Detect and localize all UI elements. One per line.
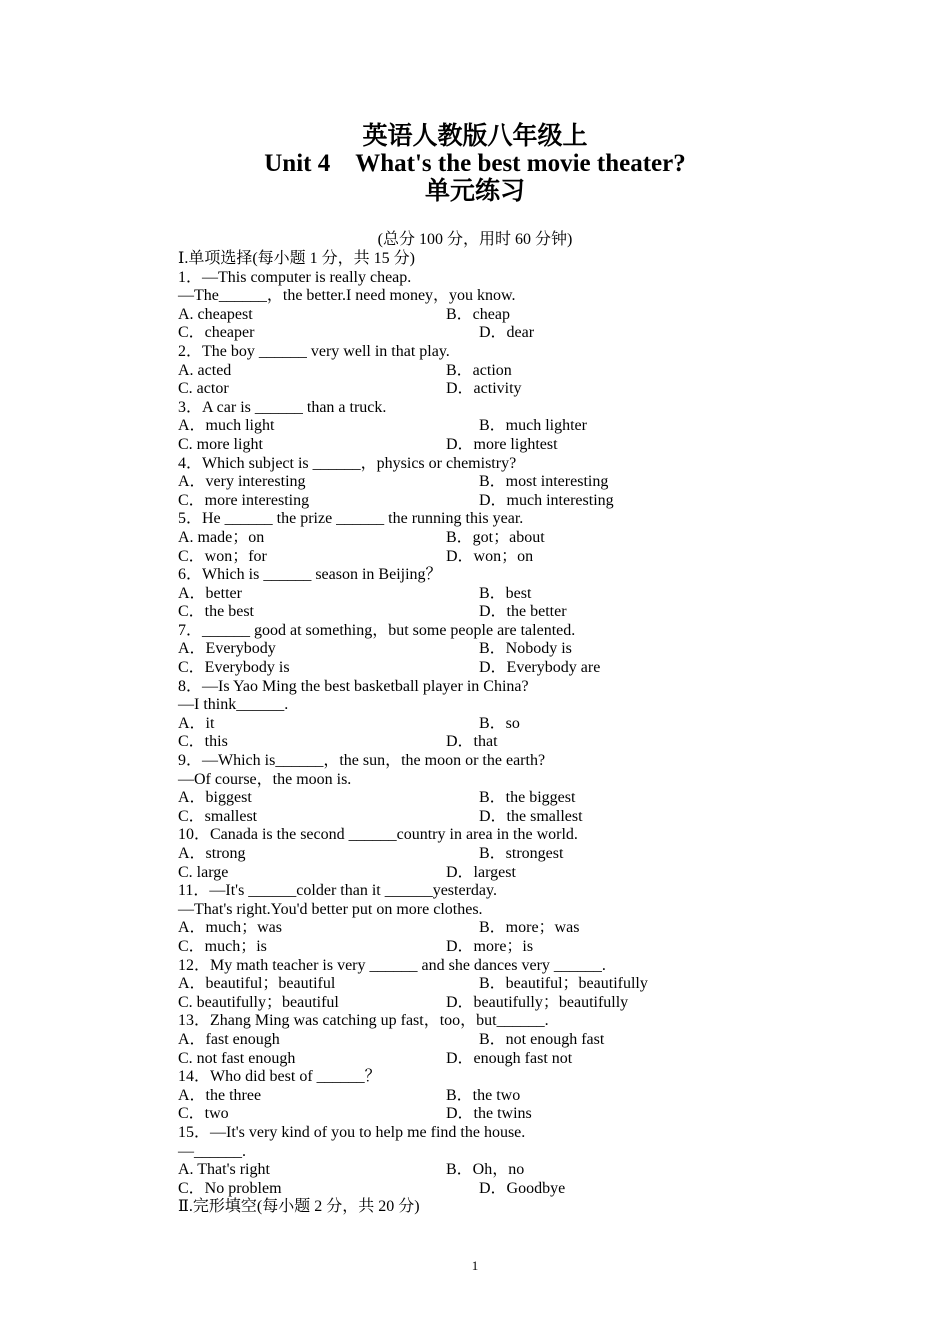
option-row	[178, 938, 778, 957]
option-b: B．Nobody is	[479, 640, 572, 658]
question-item	[178, 1068, 778, 1124]
option-b: B．beautiful；beautifully	[479, 975, 648, 993]
question-dialogue-line: —That's right.You'd better put on more clothes.	[178, 900, 483, 918]
option-row	[178, 1087, 778, 1106]
question-stem: 13．Zhang Ming was catching up fast，too，but______.	[178, 1012, 549, 1030]
question-dialogue-line: —Of course，the moon is.	[178, 770, 352, 788]
option-d: D．beautifully；beautifully	[446, 993, 629, 1011]
option-row	[178, 789, 778, 808]
option-a: A. cheapest	[178, 305, 253, 323]
option-d: D．won；on	[446, 547, 534, 565]
question-stem: 14．Who did best of ______？	[178, 1068, 381, 1086]
option-row	[178, 306, 778, 325]
score-note: (总分 100 分，用时 60 分钟)	[377, 231, 573, 248]
question-stem: 1．—This computer is really cheap.	[178, 268, 412, 286]
option-c: C. more light	[178, 435, 263, 453]
option-b: B．best	[479, 584, 532, 602]
question-item	[178, 269, 778, 343]
question-stem: 9．—Which is______，the sun，the moon or the earth?	[178, 752, 546, 770]
question-stem: 4．Which subject is ______，physics or chemistry?	[178, 454, 517, 472]
question-dialogue-line: —______.	[178, 1142, 246, 1160]
question-item	[178, 1124, 778, 1198]
option-row	[178, 1161, 778, 1180]
option-c: C．two	[178, 1105, 229, 1123]
option-row	[178, 659, 778, 678]
option-row	[178, 864, 778, 883]
option-row	[178, 975, 778, 994]
option-d: D．that	[446, 733, 498, 751]
option-d: D．the twins	[446, 1105, 532, 1123]
option-b: B．not enough fast	[479, 1030, 605, 1048]
option-c: C．smallest	[178, 807, 258, 825]
question-stem: 8．—Is Yao Ming the best basketball player in China?	[178, 677, 529, 695]
option-row	[178, 324, 778, 343]
question-dialogue-line: —The______，the better.I need money，you know.	[178, 287, 516, 305]
option-a: A．much light	[178, 417, 275, 435]
question-item	[178, 399, 778, 455]
option-row	[178, 1180, 778, 1199]
option-b: B．the biggest	[479, 789, 576, 807]
option-row	[178, 845, 778, 864]
option-a: A．it	[178, 714, 215, 732]
option-c: C．won；for	[178, 547, 267, 565]
option-row	[178, 919, 778, 938]
question-item	[178, 752, 778, 826]
section-heading: Ⅱ.完形填空(每小题 2 分，共 20 分)	[178, 1198, 420, 1216]
question-item	[178, 622, 778, 678]
option-d: D．more；is	[446, 937, 534, 955]
option-a: A．much；was	[178, 919, 282, 937]
option-c: C．Everybody is	[178, 659, 290, 677]
option-row	[178, 1105, 778, 1124]
option-d: D．dear	[479, 324, 535, 342]
option-row	[178, 417, 778, 436]
option-b: B．got；about	[446, 528, 545, 546]
option-b: B．much lighter	[479, 417, 587, 435]
option-d: D．more lightest	[446, 435, 558, 453]
question-item	[178, 957, 778, 1013]
option-c: C．more interesting	[178, 491, 310, 509]
question-stem: 7．______ good at something，but some people are talented.	[178, 621, 576, 639]
option-b: B．most interesting	[479, 473, 609, 491]
option-d: D．activity	[446, 380, 522, 398]
option-c: C. actor	[178, 380, 229, 398]
option-b: B．so	[479, 714, 520, 732]
option-c: C. large	[178, 863, 229, 881]
option-a: A．Everybody	[178, 640, 276, 658]
option-a: A．the three	[178, 1086, 262, 1104]
option-row	[178, 1031, 778, 1050]
option-c: C．cheaper	[178, 324, 255, 342]
option-row	[178, 548, 778, 567]
option-c: C．this	[178, 733, 228, 751]
section-heading: Ⅰ.单项选择(每小题 1 分，共 15 分)	[178, 250, 415, 267]
question-item	[178, 510, 778, 566]
question-dialogue-line: —I think______.	[178, 696, 289, 714]
title-line-3: 单元练习	[424, 178, 525, 205]
option-row	[178, 733, 778, 752]
option-row	[178, 994, 778, 1013]
option-d: D．Goodbye	[479, 1179, 566, 1197]
option-d: D．enough fast not	[446, 1049, 573, 1067]
option-d: D．the smallest	[479, 807, 583, 825]
question-item	[178, 826, 778, 882]
option-a: A. That's right	[178, 1161, 270, 1179]
question-item	[178, 678, 778, 752]
option-a: A．fast enough	[178, 1030, 280, 1048]
option-d: D．largest	[446, 863, 516, 881]
option-row	[178, 585, 778, 604]
option-d: D．the better	[479, 603, 567, 621]
question-stem: 2．The boy ______ very well in that play.	[178, 342, 450, 360]
option-row	[178, 380, 778, 399]
option-row	[178, 473, 778, 492]
question-item	[178, 343, 778, 399]
option-c: C. not fast enough	[178, 1049, 296, 1067]
question-stem: 6．Which is ______ season in Beijing？	[178, 566, 442, 584]
question-stem: 12．My math teacher is very ______ and she dances very ______.	[178, 956, 606, 974]
option-b: B．Oh，no	[446, 1161, 525, 1179]
question-list	[178, 269, 778, 1199]
title-line-1: 英语人教版八年级上	[362, 123, 588, 150]
question-stem: 11．—It's ______colder than it ______yesterday.	[178, 882, 497, 900]
question-stem: 5．He ______ the prize ______ the running this year.	[178, 510, 524, 528]
option-a: A．very interesting	[178, 473, 306, 491]
option-row	[178, 436, 778, 455]
option-a: A．beautiful；beautiful	[178, 975, 336, 993]
option-c: C. beautifully；beautiful	[178, 993, 339, 1011]
question-item	[178, 1012, 778, 1068]
option-row	[178, 640, 778, 659]
question-item	[178, 882, 778, 956]
question-stem: 10．Canada is the second ______country in area in the world.	[178, 826, 578, 844]
option-a: A．biggest	[178, 789, 252, 807]
question-item	[178, 455, 778, 511]
option-c: C．No problem	[178, 1179, 282, 1197]
option-a: A．better	[178, 584, 242, 602]
option-row	[178, 362, 778, 381]
option-row	[178, 1050, 778, 1069]
option-row	[178, 603, 778, 622]
option-a: A．strong	[178, 845, 246, 862]
option-a: A. made；on	[178, 528, 265, 546]
question-item	[178, 566, 778, 622]
option-d: D．Everybody are	[479, 659, 601, 677]
option-b: B．cheap	[446, 305, 510, 323]
option-b: B．more；was	[479, 919, 580, 937]
page-number: 1	[471, 1258, 479, 1273]
option-b: B．action	[446, 361, 512, 379]
option-a: A. acted	[178, 361, 232, 379]
option-row	[178, 492, 778, 511]
option-b: B．the two	[446, 1086, 521, 1104]
option-row	[178, 715, 778, 734]
option-b: B．strongest	[479, 845, 564, 862]
title-line-2: Unit 4 What's the best movie theater?	[264, 150, 686, 177]
exercise-content	[178, 250, 778, 1217]
option-row	[178, 808, 778, 827]
option-row	[178, 529, 778, 548]
option-c: C．much；is	[178, 937, 267, 955]
option-c: C．the best	[178, 603, 254, 621]
option-d: D．much interesting	[479, 491, 614, 509]
question-stem: 15．—It's very kind of you to help me find the house.	[178, 1123, 526, 1141]
question-stem: 3．A car is ______ than a truck.	[178, 398, 387, 416]
